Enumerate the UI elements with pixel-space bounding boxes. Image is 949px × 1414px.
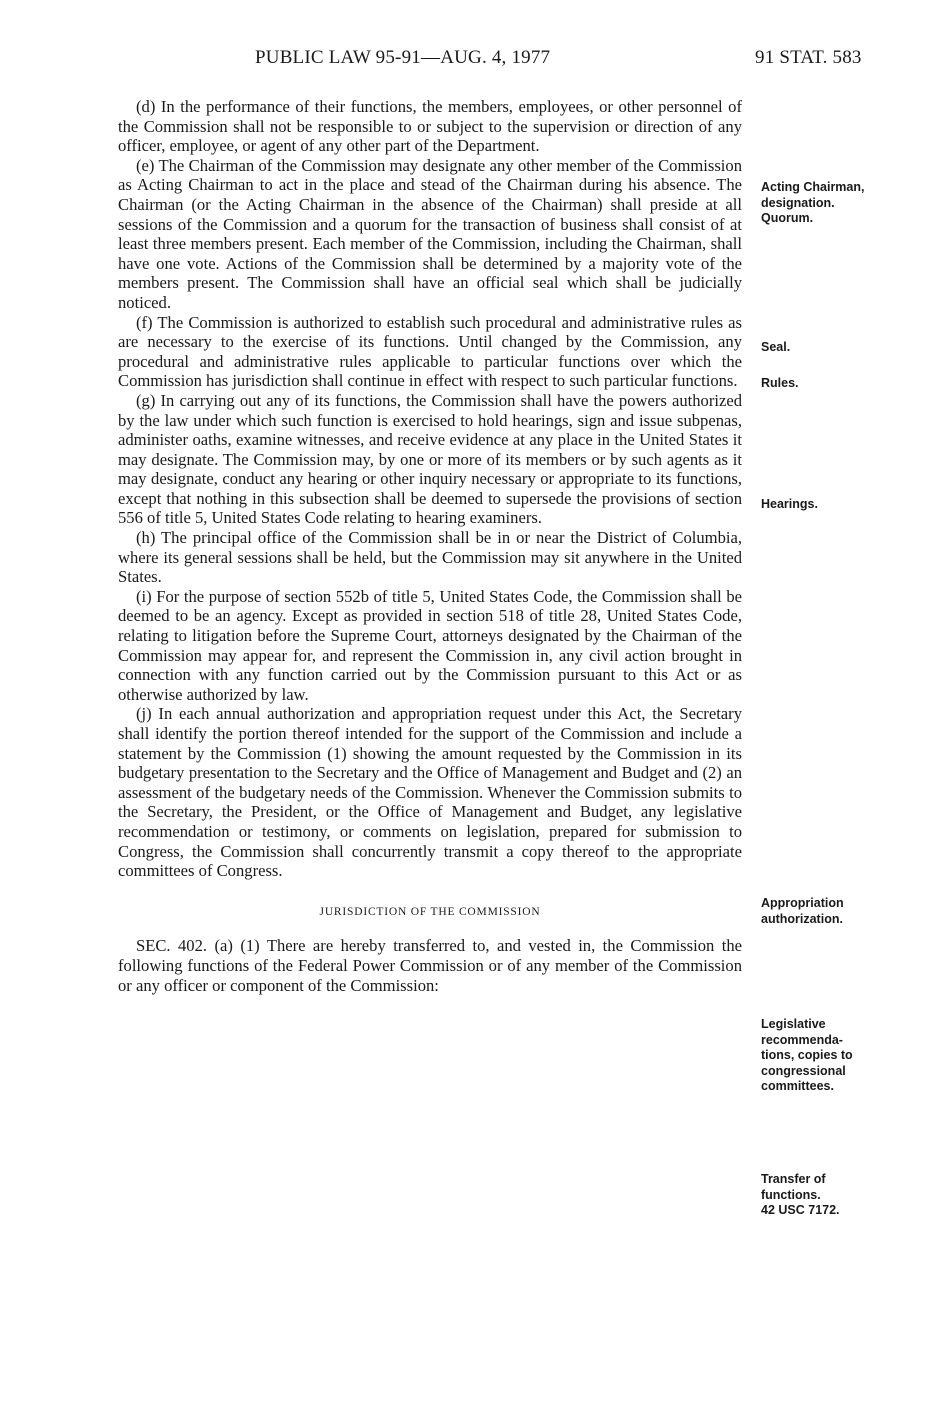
margin-note-legislative <box>761 1017 891 1095</box>
margin-note-line: recommenda- <box>761 1032 843 1047</box>
margin-note-line: Hearings. <box>761 497 818 511</box>
margin-note-rules <box>761 376 891 392</box>
margin-note-line: 42 USC 7172. <box>761 1203 840 1218</box>
margin-note-line: Appropriation <box>761 896 844 910</box>
paragraph-g: (g) In carrying out any of its functions, the Commission shall have the powers authorized by the law under which such function is exercised to hold hearings, sign and issue subpenas, administer oaths, examine witnesses, and receive evidence at any place in the United States it may designate. The Commission may, by one or more of its members or by such agents as it may designate, conduct any hearing or other inquiry necessary or appropriate to its functions, except that nothing in this subsection shall be deemed to supersede the provisions of section 556 of title 5, United States Code relating to hearing examiners. <box>118 390 742 528</box>
margin-note-line: authorization. <box>761 911 843 926</box>
margin-note-transfer <box>761 1172 891 1219</box>
margin-note-line: congressional <box>761 1063 846 1078</box>
margin-note-line: Seal. <box>761 340 791 354</box>
paragraph-e: (e) The Chairman of the Commission may designate any other member of the Commission as Acting Chairman to act in the place and stead of the Chairman during his absence. The Chairman (or the Acting Chairman in the absence of the Chairman) shall preside at all sessions of the Commission and a quorum for the transaction of business shall consist of at least three members present. Each member of the Commission, including the Chairman, shall have one vote. Actions of the Commission shall be determined by a majority vote of the members present. The Commission shall have an official seal which shall be judicially noticed. <box>118 155 742 312</box>
margin-note-line: Quorum. <box>761 211 814 226</box>
paragraph-j: (j) In each annual authorization and appropriation request under this Act, the Secretary shall identify the portion thereof intended for the support of the Commission and include a statement by the Commission (1) showing the amount requested by the Commission in its budgetary presentation to the Secretary and the Office of Management and Budget and (2) an assessment of the budgetary needs of the Commission. Whenever the Commission submits to the Secretary, the President, or the Office of Management and Budget, any legislative recommendation or testimony, or comments on legislation, prepared for submission to Congress, the Commission shall concurrently transmit a copy thereof to the appropriate committees of Congress. <box>118 704 742 881</box>
margin-note-line: Transfer of <box>761 1172 826 1186</box>
margin-note-line: functions. <box>761 1187 821 1202</box>
margin-note-hearings <box>761 497 891 513</box>
margin-note-line: designation. <box>761 195 835 210</box>
paragraph-d: (d) In the performance of their functions, the members, employees, or other personnel of the Commission shall not be responsible to or subject to the supervision or direction of any officer, employee, or agent of any other part of the Department. <box>118 97 742 156</box>
statute-page-number: 91 STAT. 583 <box>755 47 862 68</box>
paragraph-f: (f) The Commission is authorized to establish such procedural and administrative rules as are necessary to the exercise of its functions. Until changed by the Commission, any procedural and administrative rules applicable to particular functions over which the Commission has jurisdiction shall continue in effect with respect to such particular functions. <box>118 312 742 391</box>
main-text-column <box>118 97 742 995</box>
running-header-title: PUBLIC LAW 95-91—AUG. 4, 1977 <box>255 47 551 68</box>
margin-note-appropriation <box>761 896 891 927</box>
margin-note-line: tions, copies to <box>761 1048 853 1063</box>
section-heading: JURISDICTION OF THE COMMISSION <box>319 905 541 918</box>
margin-note-line: Acting Chairman, <box>761 180 865 194</box>
paragraph-i: (i) For the purpose of section 552b of title 5, United States Code, the Commission shall be deemed to be an agency. Except as provided in section 518 of title 28, United States Code, relating to litigation before the Supreme Court, attorneys designated by the Chairman of the Commission may appear for, and represent the Commission in, any civil action brought in connection with any function carried out by the Commission pursuant to this Act or as otherwise authorized by law. <box>118 586 742 704</box>
paragraph-h: (h) The principal office of the Commission shall be in or near the District of Columbia, where its general sessions shall be held, but the Commission may sit anywhere in the United States. <box>118 528 742 587</box>
margin-note-line: Rules. <box>761 376 799 390</box>
margin-note-seal <box>761 340 891 356</box>
margin-note-line: committees. <box>761 1079 834 1094</box>
margin-note-acting-chairman <box>761 180 891 227</box>
margin-note-line: Legislative <box>761 1017 826 1031</box>
section-402-text: SEC. 402. (a) (1) There are hereby transferred to, and vested in, the Commission the following functions of the Federal Power Commission or of any member of the Commission or any officer or component of the Commission: <box>118 936 742 995</box>
